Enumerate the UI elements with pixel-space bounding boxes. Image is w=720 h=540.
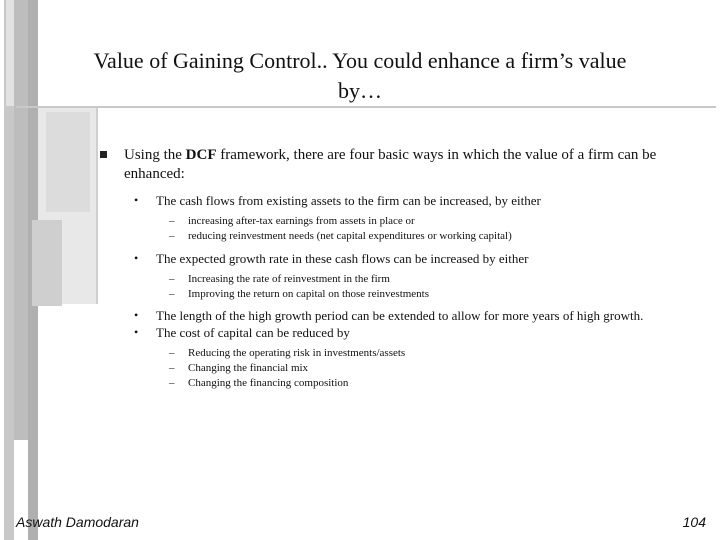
decor-bar xyxy=(14,0,28,440)
sub-point xyxy=(100,272,700,287)
sub-text: Reducing the operating risk in investments/assets xyxy=(188,347,406,359)
sub-point xyxy=(100,229,700,244)
point-text: The length of the high growth period can be extended to allow for more years of high growth. xyxy=(156,308,644,323)
sub-point xyxy=(100,361,700,376)
point-text: The expected growth rate in these cash flows can be increased by either xyxy=(156,251,529,266)
sub-text: Changing the financial mix xyxy=(188,362,309,374)
square-bullet-icon xyxy=(100,151,107,158)
intro-cont: enhanced: xyxy=(124,166,185,182)
sub-text: reducing reinvestment needs (net capital expenditures or working capital) xyxy=(188,230,512,242)
slide-body xyxy=(100,146,700,391)
dash-icon: – xyxy=(169,273,175,285)
sub-text: Improving the return on capital on those reinvestments xyxy=(188,288,430,300)
sub-point xyxy=(100,376,700,391)
point-2 xyxy=(100,250,700,267)
intro-bold: DCF xyxy=(185,147,217,163)
slide-title xyxy=(40,46,680,106)
point-1 xyxy=(100,192,700,209)
title-line-2: by… xyxy=(338,78,382,103)
footer-author: Aswath Damodaran xyxy=(16,514,139,530)
title-divider xyxy=(16,106,716,108)
intro-suffix: framework, there are four basic ways in which the value of a firm can be xyxy=(216,147,657,163)
point-text: The cash flows from existing assets to the firm can be increased, by either xyxy=(156,193,541,208)
title-line-1: Value of Gaining Control.. You could enhance a firm’s value xyxy=(93,48,627,73)
sub-text: Changing the financing composition xyxy=(188,377,349,389)
dash-icon: – xyxy=(169,230,175,242)
decor-panel xyxy=(46,112,90,212)
dash-icon: – xyxy=(169,362,175,374)
sub-point xyxy=(100,287,700,302)
bullet-icon: • xyxy=(134,251,139,265)
point-3 xyxy=(100,307,700,324)
point-text: The cost of capital can be reduced by xyxy=(156,325,350,340)
dash-icon: – xyxy=(169,347,175,359)
intro-prefix: Using the xyxy=(124,147,186,163)
bullet-icon: • xyxy=(134,193,139,207)
point-4 xyxy=(100,324,700,341)
content-divider xyxy=(96,108,98,304)
intro-point xyxy=(100,146,700,184)
bullet-icon: • xyxy=(134,325,139,339)
dash-icon: – xyxy=(169,288,175,300)
sub-point xyxy=(100,214,700,229)
sub-point xyxy=(100,346,700,361)
decor-panel xyxy=(32,220,62,306)
dash-icon: – xyxy=(169,377,175,389)
bullet-icon: • xyxy=(134,308,139,322)
sub-text: increasing after-tax earnings from assets in place or xyxy=(188,215,415,227)
dash-icon: – xyxy=(169,215,175,227)
page-number: 104 xyxy=(682,514,706,530)
sub-text: Increasing the rate of reinvestment in the firm xyxy=(188,273,390,285)
